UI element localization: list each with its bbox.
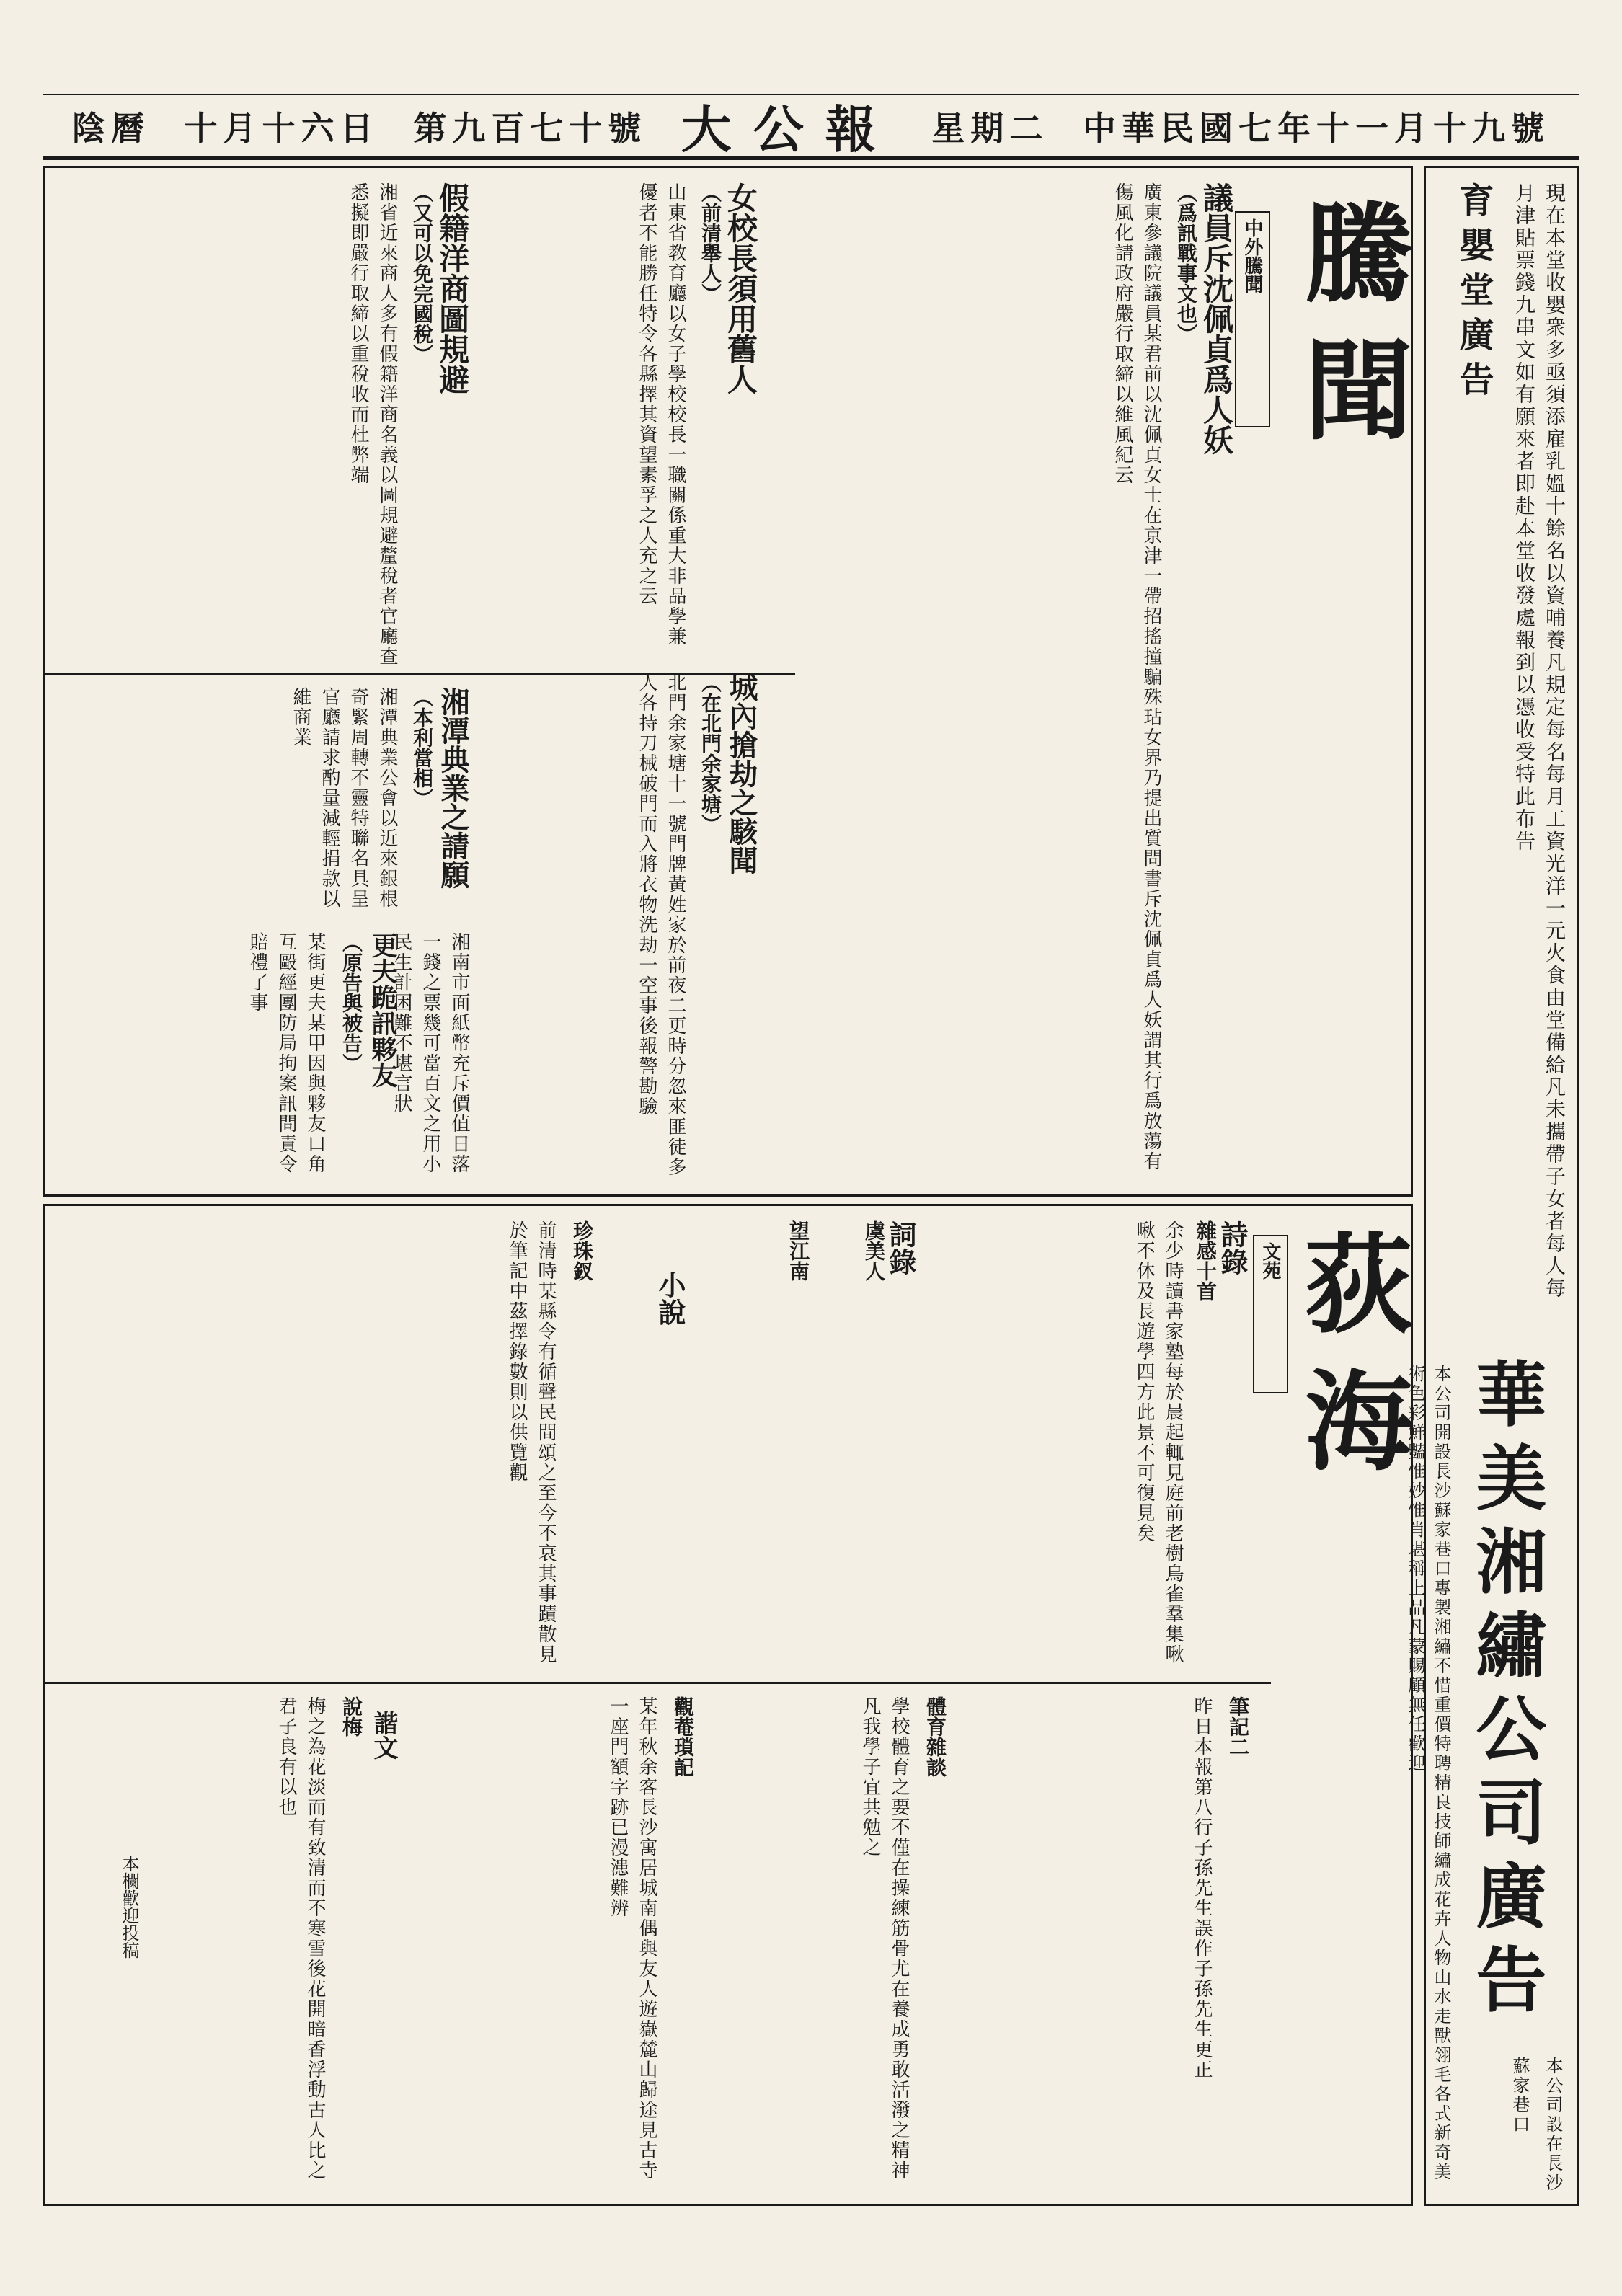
article-byline: （又可以免完國稅） — [410, 182, 434, 364]
article-title: 湘潭典業之請願 — [436, 687, 470, 889]
article-body: 湘南市面紙幣充斥價值日落一錢之票幾可當百文之用小民生計困難不堪言狀 — [391, 932, 470, 1174]
article-title: 說梅 — [340, 1696, 363, 1737]
ad-column — [1405, 166, 1579, 2206]
news-subheading-1: 中外騰聞 — [1235, 211, 1270, 427]
poem-title: 珍珠釵 — [570, 1220, 594, 1281]
masthead-issue: 第九百七十號 — [413, 108, 647, 148]
article-body: 某街更夫某甲因與夥友口角互毆經團防局拘案訊問責令賠禮了事 — [247, 932, 326, 1174]
article-byline: （原告與被告） — [340, 932, 363, 1073]
news-heading: 騰聞 — [1286, 197, 1413, 471]
article-title: 女校長須用舊人 — [723, 182, 758, 394]
article-body: 學校體育之要不僅在操練筋骨尤在養成勇敢活潑之精神凡我學子宜共勉之 — [859, 1696, 910, 2181]
arts-subheading: 文苑 — [1253, 1235, 1288, 1393]
fiction-body: 前清時某縣令有循聲民間頌之至今不衰其事蹟散見於筆記中茲擇錄數則以供覽觀 — [506, 1220, 557, 1665]
article-body: 山東省教育廳以女子學校校長一職關係重大非品學兼優者不能勝任特令各縣擇其資望素孚之人充之云 — [636, 182, 686, 647]
poem-body: 余少時讀書家塾每於晨起輒見庭前老樹鳥雀羣集啾啾不休及長遊學四方此景不可復見矣 — [1133, 1220, 1184, 1665]
article-body: 昨日本報第八行子孫先生誤作子孫先生更正 — [1191, 1696, 1213, 2080]
nursery-title: 育嬰堂廣告 — [1453, 182, 1494, 406]
article-title: 筆記二 — [1226, 1696, 1250, 1757]
masthead-lunar: 陰曆 — [72, 108, 150, 148]
article-title: 體育雜談 — [923, 1696, 947, 1777]
news-section — [43, 166, 1413, 1197]
article-title: 城內搶劫之駭聞 — [724, 673, 758, 874]
article-byline: （本利當相） — [410, 687, 434, 808]
masthead — [43, 94, 1579, 160]
masthead-weekday: 星期二 — [931, 108, 1049, 148]
article-title: 議員斥沈佩貞爲人妖 — [1199, 182, 1234, 455]
nursery-text: 現在本堂收嬰衆多亟須添雇乳媼十餘名以資哺養凡規定每名每月工資光洋一元火食由堂備給凡未攜帶子女者每人每月津貼票錢九串文如有願來者即赴本堂收發處報到以憑收受特此布告 — [1512, 182, 1566, 1300]
huamei-addr: 本公司設在長沙蘇家巷口 — [1510, 2057, 1563, 2193]
ci-label: 詞錄 — [885, 1220, 917, 1275]
masthead-date: 中華民國七年十一月十九號 — [1082, 108, 1550, 148]
footer-note: 本欄歡迎投稿 — [119, 1855, 139, 1959]
huamei-text: 本公司開設長沙蘇家巷口專製湘繡不惜重價特聘精良技師繡成花卉人物山水走獸翎毛各式新奇美術色彩鮮豔惟妙惟肖堪稱上品凡蒙賜顧無任歡迎 — [1405, 1365, 1451, 2182]
poem-title: 虞美人 — [862, 1220, 886, 1281]
arts-section — [43, 1204, 1413, 2206]
fiction-label: 小說 — [654, 1271, 686, 1326]
arts-heading: 荻海 — [1286, 1228, 1413, 1502]
article-body: 湘潭典業公會以近來銀根奇緊周轉不靈特聯名具呈官廳請求酌量減輕捐款以維商業 — [290, 687, 398, 909]
masthead-date-lunar: 十月十六日 — [184, 108, 379, 148]
article-body: 廣東參議院議員某君前以沈佩貞女士在京津一帶招搖撞騙殊玷女界乃提出質問書斥沈佩貞爲人妖謂其行爲放蕩有傷風化請政府嚴行取締以維風紀云 — [1112, 182, 1162, 1171]
huamei-title: 華美湘繡公司廣告 — [1464, 1357, 1547, 2026]
poem-title: 望江南 — [786, 1220, 810, 1281]
essay-label: 諧文 — [369, 1711, 398, 1760]
article-title: 更夫跪訊夥友 — [368, 932, 398, 1088]
divider — [45, 1682, 1271, 1684]
article-body: 湘省近來商人多有假籍洋商名義以圖規避釐稅者官廳查悉擬即嚴行取締以重稅收而杜弊端 — [347, 182, 398, 667]
article-body: 梅之為花淡而有致清而不寒雪後花開暗香浮動古人比之君子良有以也 — [275, 1696, 326, 2181]
poetry-label: 詩錄 — [1216, 1220, 1249, 1275]
article-title: 假籍洋商圖規避 — [435, 182, 470, 394]
article-body: 某年秋余客長沙寓居城南偶與友人遊嶽麓山歸途見古寺一座門額字跡已漫漶難辨 — [607, 1696, 657, 2181]
article-body: 北門余家塘十一號門牌黃姓家於前夜二更時分忽來匪徒多人各持刀械破門而入將衣物洗劫一空事後報警勘驗 — [636, 673, 686, 1177]
masthead-paper: 大公報 — [681, 99, 898, 159]
article-byline: （在北門余家塘） — [699, 673, 722, 834]
article-byline: （前清舉人） — [699, 182, 722, 303]
article-byline: （爲訊戰事文也） — [1174, 182, 1198, 344]
article-title: 觀菴瑣記 — [671, 1696, 695, 1777]
poem-title: 雜感十首 — [1194, 1220, 1218, 1301]
